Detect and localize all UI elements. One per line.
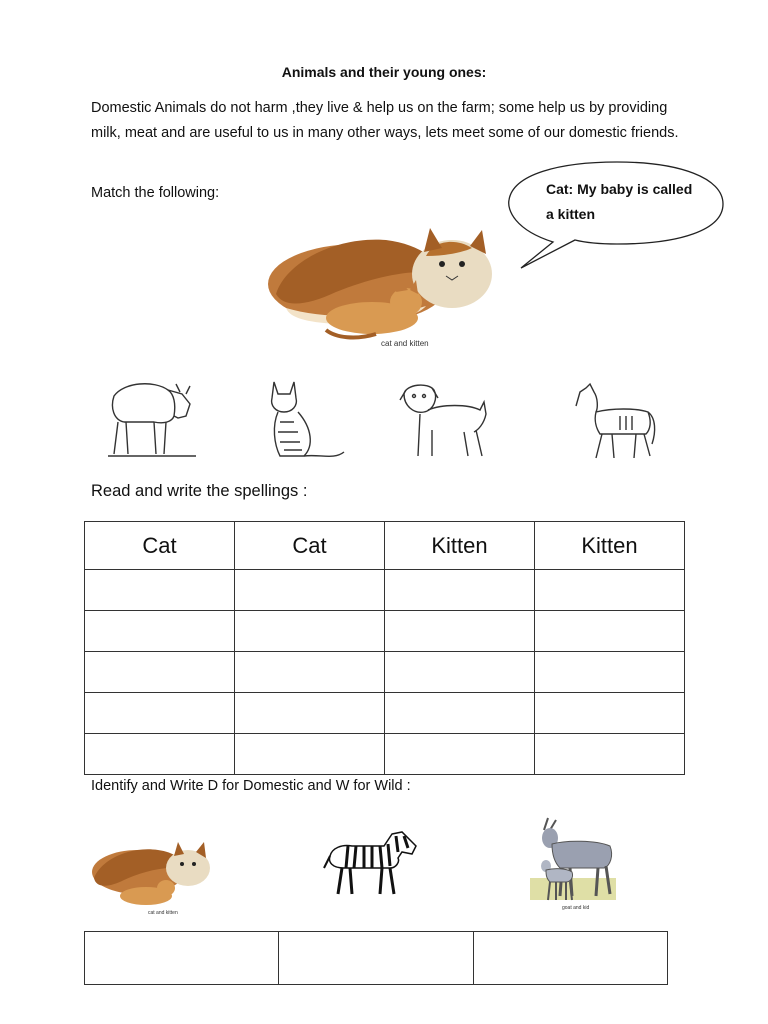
- spelling-blank-cell[interactable]: [385, 611, 535, 652]
- identify-goat-caption: goat and kid: [562, 905, 590, 911]
- identify-cat-caption: cat and kitten: [148, 910, 178, 916]
- spelling-heading: Read and write the spellings :: [91, 482, 308, 500]
- speech-bubble-text: Cat: My baby is called a kitten: [546, 181, 693, 222]
- dog-outline-icon: [398, 380, 490, 462]
- identify-answer-box[interactable]: [279, 932, 473, 985]
- spelling-blank-cell[interactable]: [385, 570, 535, 611]
- spelling-blank-cell[interactable]: [385, 652, 535, 693]
- identify-answer-box[interactable]: [473, 932, 667, 985]
- spelling-blank-cell[interactable]: [535, 734, 685, 775]
- horse-outline-icon: [572, 382, 660, 464]
- identify-heading: Identify and Write D for Domestic and W for Wild :: [91, 778, 411, 794]
- cow-outline-icon: [104, 376, 200, 462]
- spelling-blank-row: [85, 652, 685, 693]
- spelling-blank-cell[interactable]: [85, 693, 235, 734]
- speech-bubble: [505, 160, 727, 272]
- spelling-blank-cell[interactable]: [535, 570, 685, 611]
- cat-and-kitten-small-image: [88, 838, 214, 918]
- spelling-blank-cell[interactable]: [85, 734, 235, 775]
- spelling-blank-cell[interactable]: [535, 652, 685, 693]
- spelling-blank-cell[interactable]: [85, 611, 235, 652]
- spelling-blank-cell[interactable]: [235, 693, 385, 734]
- spelling-blank-row: [85, 570, 685, 611]
- match-heading: Match the following:: [91, 185, 220, 201]
- spelling-blank-row: [85, 693, 685, 734]
- goat-and-kid-image: [526, 816, 620, 912]
- spelling-blank-row: [85, 611, 685, 652]
- spelling-blank-cell[interactable]: [385, 734, 535, 775]
- spelling-blank-cell[interactable]: [85, 570, 235, 611]
- spelling-header-cell: Cat: [85, 522, 235, 570]
- identify-answer-box[interactable]: [85, 932, 279, 985]
- spelling-header-cell: Kitten: [385, 522, 535, 570]
- spelling-blank-row: [85, 734, 685, 775]
- cat-and-kitten-image: [266, 222, 502, 352]
- page-title: Animals and their young ones:: [281, 64, 487, 80]
- identify-answer-table: [84, 931, 668, 985]
- spelling-blank-cell[interactable]: [85, 652, 235, 693]
- spelling-table: [84, 521, 685, 775]
- spelling-blank-cell[interactable]: [535, 611, 685, 652]
- spelling-blank-cell[interactable]: [235, 734, 385, 775]
- spelling-blank-cell[interactable]: [235, 611, 385, 652]
- identify-answer-row: [85, 932, 668, 985]
- spelling-header-cell: Kitten: [535, 522, 685, 570]
- cat-outline-icon: [264, 376, 350, 462]
- spelling-blank-cell[interactable]: [385, 693, 535, 734]
- spelling-header-row: [85, 522, 685, 570]
- spelling-blank-cell[interactable]: [235, 570, 385, 611]
- spelling-blank-cell[interactable]: [235, 652, 385, 693]
- spelling-header-cell: Cat: [235, 522, 385, 570]
- zebra-icon: [322, 828, 420, 898]
- main-image-caption: cat and kitten: [381, 339, 429, 348]
- spelling-blank-cell[interactable]: [535, 693, 685, 734]
- intro-paragraph: Domestic Animals do not harm ,they live & help us on the farm; some help us by providing milk, meat and are useful to us in many other ways, lets meet some of our domestic friends.: [91, 100, 679, 141]
